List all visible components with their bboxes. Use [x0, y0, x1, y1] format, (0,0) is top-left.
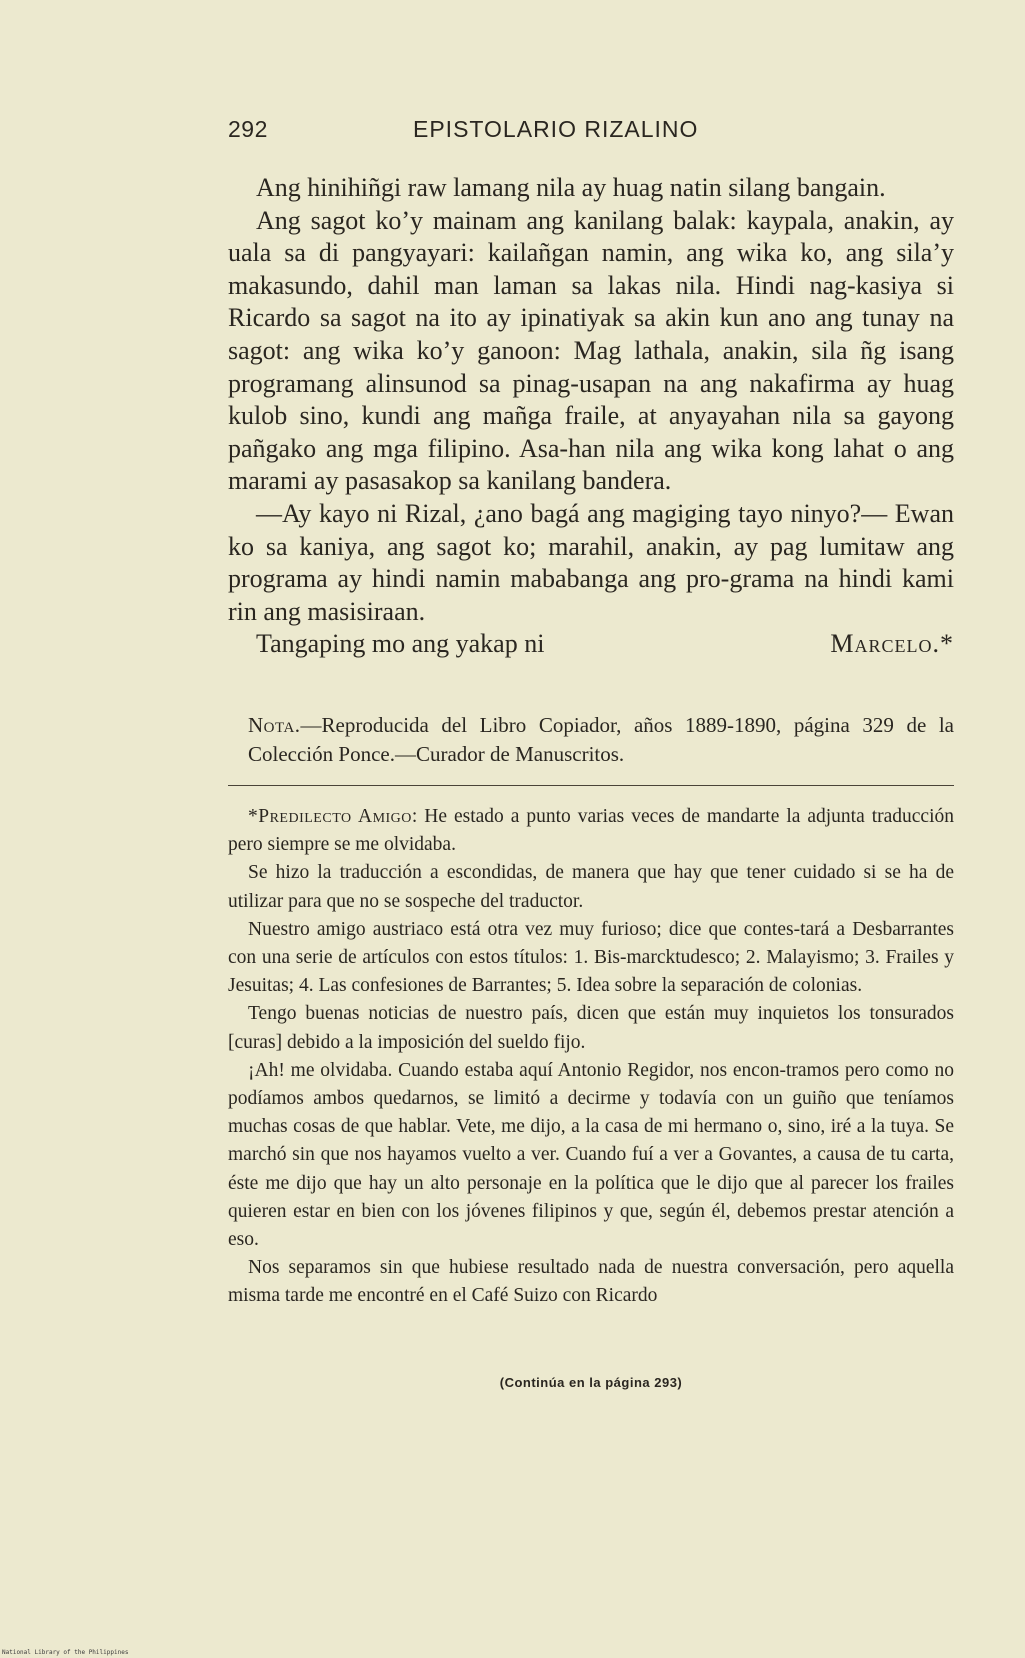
library-watermark: National Library of the Philippines — [2, 1649, 129, 1656]
letter-signoff — [228, 628, 954, 661]
footnote-paragraph: ¡Ah! me olvidaba. Cuando estaba aquí Antonio Regidor, nos encon-tramos pero como no podíamos ambos quedarnos, se limitó a decirme y todavía con un guiño que teníamos muchas cosas de que hablar. Vete, me dijo, a la casa de mi hermano o, sino, iré a la tuya. Se marchó sin que nos hayamos vuelto a ver. Cuando fuí a ver a Govantes, a causa de tu carta, éste me dijo que hay un alto personaje en la política que le dijo que al parecer los frailes quieren estar en bien con los jóvenes filipinos y que, según él, debemos prestar atención a eso. — [228, 1059, 954, 1251]
footnote-first-text: : He estado a punto varias veces de mandarte la adjunta traducción pero siempre se me olvidaba. — [228, 806, 954, 856]
note-label: Nota. — [248, 713, 301, 737]
footnote — [228, 803, 954, 1311]
letter-paragraph: —Ay kayo ni Rizal, ¿ano bagá ang magiging tayo ninyo?— Ewan ko sa kaniya, ang sagot ko; marahil, anakin, ay pag lumitaw ang programa ay hindi namin mababanga ang pro-grama na hindi kami rin ang masisiraan. — [228, 498, 954, 626]
footnote-paragraph: Tengo buenas noticias de nuestro país, dicen que están muy inquietos los tonsurados [curas] debido a la imposición del sueldo fijo. — [228, 1003, 954, 1053]
page-number: 292 — [228, 116, 268, 142]
footnote-paragraph: Nos separamos sin que hubiese resultado nada de nuestra conversación, pero aquella misma tarde me encontré en el Café Suizo con Ricardo — [228, 1257, 954, 1307]
footnote-label: *Predilecto Amigo — [248, 806, 412, 827]
letter-paragraph: Ang sagot ko’y mainam ang kanilang balak: kaypala, anakin, ay uala sa di pangyayari: kailañgan namin, ang wika ko, ang sila’y makasundo, dahil man laman sa lakas nila. Hindi nag-kasiya si Ricardo sa sagot na ito ay ipinatiyak sa akin kun ano ang tunay na sagot: ang wika ko’y ganoon: Mag lathala, anakin, sila ñg isang programang alinsunod sa pinag-usapan na ang nakafirma ay huag kulob sino, kundi ang mañga fraile, at anyayahan nila sa gayong pañgako ang mga filipino. Asa-han nila ang wika kong lahat o ang marami ay pasasakop sa kanilang bandera. — [228, 205, 954, 496]
footnote-paragraph: Nuestro amigo austriaco está otra vez muy furioso; dice que contes-tará a Desbarrantes con una serie de artículos con estos títulos: 1. Bis-marcktudesco; 2. Malayismo; 3. Frailes y Jesuitas; 4. Las confesiones de Barrantes; 5. Idea sobre la separación de colonias. — [228, 918, 954, 997]
footnote-paragraph — [228, 803, 954, 859]
letter-paragraph: Ang hinihiñgi raw lamang nila ay huag natin silang bangain. — [256, 173, 886, 202]
letter-body — [228, 172, 954, 661]
editorial-note — [248, 711, 954, 769]
footnote-divider — [228, 785, 954, 786]
signature: Marcelo.* — [830, 629, 954, 659]
running-title: EPISTOLARIO RIZALINO — [413, 116, 699, 142]
note-text: —Reproducida del Libro Copiador, años 1889-1890, página 329 de la Colección Ponce.—Curador de Manuscritos. — [248, 713, 954, 766]
closing-line: Tangaping mo ang yakap ni — [256, 629, 545, 659]
page-header — [228, 116, 954, 150]
continuation-note: (Continúa en la página 293) — [499, 1375, 683, 1390]
footnote-paragraph: Se hizo la traducción a escondidas, de manera que hay que tener cuidado si se ha de utilizar para que no se sospeche del traductor. — [228, 862, 954, 912]
